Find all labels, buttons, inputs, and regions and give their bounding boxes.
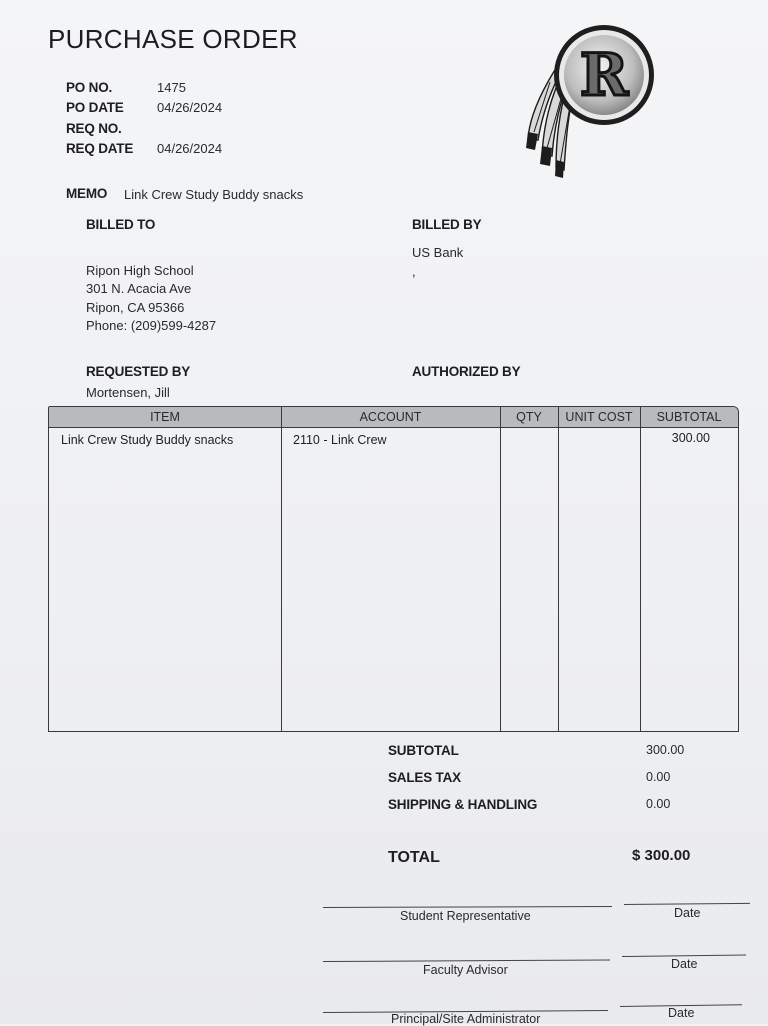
- po-number-value: 1475: [157, 80, 186, 95]
- row-account: 2110 - Link Crew: [293, 433, 387, 447]
- column-divider: [558, 407, 559, 731]
- billed-to-line: Ripon, CA 95366: [86, 299, 185, 315]
- items-table: [48, 406, 739, 732]
- date-caption: Date: [671, 957, 698, 971]
- column-header-account: ACCOUNT: [359, 410, 422, 424]
- billed-by-name: US Bank: [412, 245, 464, 260]
- date-caption: Date: [674, 906, 701, 920]
- billed-by-line2: ,: [412, 264, 416, 279]
- req-date-value: 04/26/2024: [157, 141, 223, 156]
- signature-line: [323, 906, 612, 908]
- requested-by-label: REQUESTED BY: [86, 364, 191, 379]
- column-divider: [640, 407, 641, 731]
- billed-to-line: Ripon High School: [86, 263, 194, 278]
- row-item: Link Crew Study Buddy snacks: [61, 433, 234, 447]
- req-number-label: REQ NO.: [66, 121, 122, 136]
- subtotal-label: SUBTOTAL: [388, 743, 459, 758]
- shipping-value: 0.00: [646, 797, 671, 811]
- column-header-subtotal: SUBTOTAL: [656, 410, 722, 424]
- memo-value: Link Crew Study Buddy snacks: [124, 187, 304, 202]
- logo-letter: R: [579, 41, 629, 109]
- date-line: [624, 903, 750, 905]
- billed-to-line: 301 N. Acacia Ave: [86, 281, 192, 297]
- principal-administrator-caption: Principal/Site Administrator: [391, 1012, 541, 1026]
- signature-line: [323, 959, 610, 962]
- student-representative-caption: Student Representative: [400, 909, 531, 923]
- column-header-item: ITEM: [150, 410, 180, 424]
- faculty-advisor-caption: Faculty Advisor: [423, 963, 508, 977]
- date-caption: Date: [668, 1006, 695, 1020]
- billed-to-label: BILLED TO: [86, 217, 156, 232]
- req-date-label: REQ DATE: [66, 141, 134, 156]
- sales-tax-label: SALES TAX: [388, 770, 461, 785]
- row-subtotal: 300.00: [671, 431, 710, 445]
- column-header-unit-cost: UNIT COST: [565, 410, 633, 424]
- requested-by-name: Mortensen, Jill: [86, 385, 170, 400]
- memo-label: MEMO: [66, 186, 108, 201]
- total-label: TOTAL: [388, 849, 440, 866]
- shipping-label: SHIPPING & HANDLING: [388, 797, 538, 812]
- billed-to-line: Phone: (209)599-4287: [86, 317, 217, 333]
- billed-to-address: [86, 262, 216, 335]
- column-divider: [500, 407, 501, 731]
- po-date-label: PO DATE: [66, 100, 124, 115]
- billed-by-label: BILLED BY: [412, 217, 482, 232]
- column-divider: [281, 407, 282, 731]
- page-title: PURCHASE ORDER: [48, 24, 298, 54]
- authorized-by-label: AUTHORIZED BY: [412, 364, 521, 379]
- sales-tax-value: 0.00: [646, 770, 671, 784]
- po-date-value: 04/26/2024: [157, 100, 223, 115]
- total-value: $ 300.00: [632, 847, 691, 864]
- column-header-qty: QTY: [516, 410, 542, 424]
- po-number-label: PO NO.: [66, 80, 113, 95]
- feathered-r-emblem-icon: [520, 20, 660, 180]
- subtotal-value: 300.00: [646, 743, 685, 757]
